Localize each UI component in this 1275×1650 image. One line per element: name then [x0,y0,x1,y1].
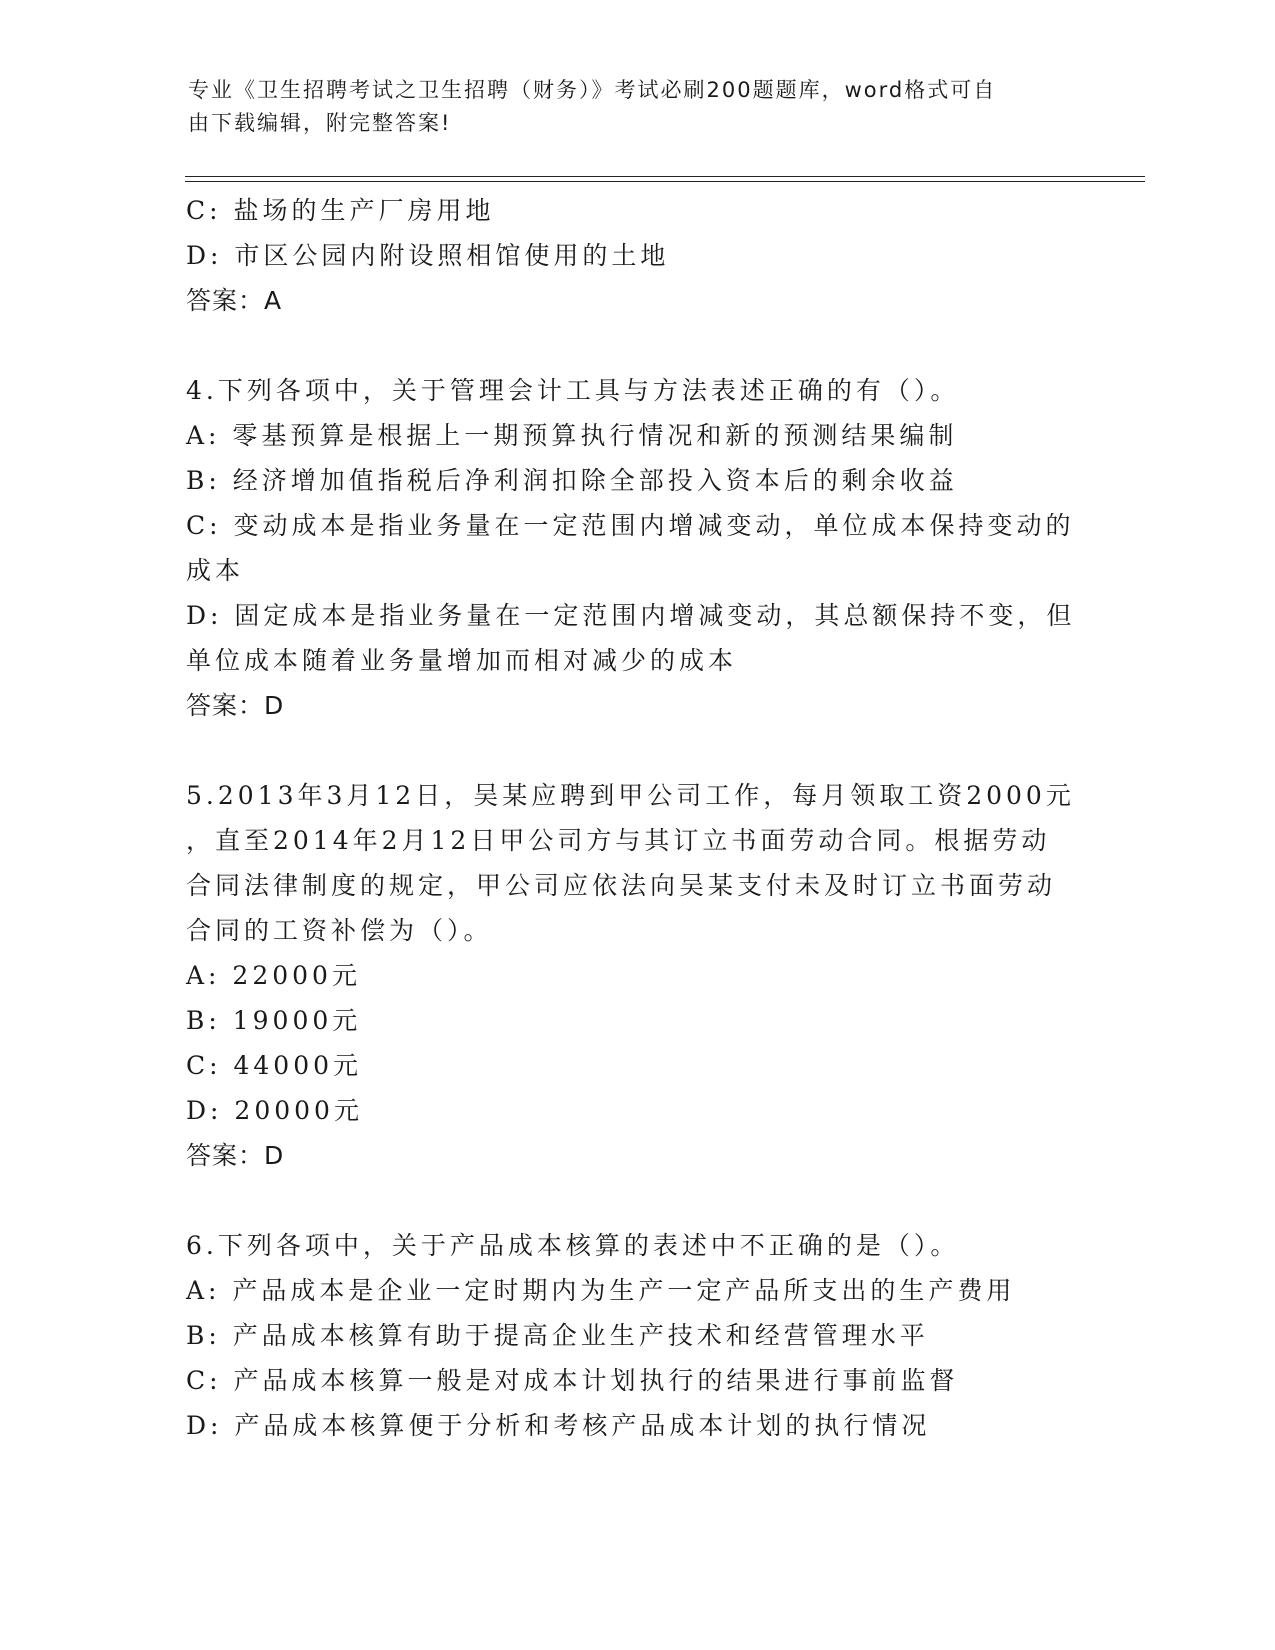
question-list [186,188,1076,1448]
q6-stem: 6.下列各项中，关于产品成本核算的表述中不正确的是（）。 [186,1231,960,1260]
q4-answer: 答案：D [186,691,285,720]
spacer [186,728,1076,773]
q6-option-b: B: 产品成本核算有助于提高企业生产技术和经营管理水平 [186,1321,929,1350]
spacer [186,323,1076,368]
q5-option-d: D: 20000元 [186,1096,363,1125]
q6-option-a: A: 产品成本是企业一定时期内为生产一定产品所支出的生产费用 [186,1276,1016,1305]
q4-option-c-line-2: 成本 [186,556,245,585]
header-line-1: 专业《卫生招聘考试之卫生招聘（财务）》考试必刷200题题库，word格式可自 [188,78,997,102]
q5-stem-line-3: 合同法律制度的规定，甲公司应依法向吴某支付未及时订立书面劳动 [186,871,1057,900]
header-divider-bottom [185,181,1145,182]
header-line-2: 由下载编辑，附完整答案! [188,111,452,135]
q6-option-c: C: 产品成本核算一般是对成本计划执行的结果进行事前监督 [186,1366,959,1395]
spacer [186,1178,1076,1223]
q5-stem-line-2: ，直至2014年2月12日甲公司方与其订立书面劳动合同。根据劳动 [186,826,1051,855]
q4-option-a: A: 零基预算是根据上一期预算执行情况和新的预测结果编制 [186,421,958,450]
header-divider-top [185,176,1145,177]
q4-option-c-line-1: C: 变动成本是指业务量在一定范围内增减变动，单位成本保持变动的 [186,511,1075,540]
q5-stem-line-1: 5.2013年3月12日，吴某应聘到甲公司工作，每月领取工资2000元 [186,781,1075,810]
q4-stem: 4.下列各项中，关于管理会计工具与方法表述正确的有（）。 [186,376,960,405]
q5-answer: 答案：D [186,1141,285,1170]
q4-option-d-line-2: 单位成本随着业务量增加而相对减少的成本 [186,646,738,675]
q3-option-c: C: 盐场的生产厂房用地 [186,196,495,225]
q5-option-a: A: 22000元 [186,961,361,990]
document-header [188,74,1068,140]
q3-answer: 答案：A [186,286,283,315]
q3-option-d: D: 市区公园内附设照相馆使用的土地 [186,241,670,270]
q5-stem-line-4: 合同的工资补偿为（）。 [186,916,493,945]
q4-option-b: B: 经济增加值指税后净利润扣除全部投入资本后的剩余收益 [186,466,958,495]
q6-option-d: D: 产品成本核算便于分析和考核产品成本计划的执行情况 [186,1411,931,1440]
q5-option-c: C: 44000元 [186,1051,363,1080]
q4-option-d-line-1: D: 固定成本是指业务量在一定范围内增减变动，其总额保持不变，但 [186,601,1076,630]
q5-option-b: B: 19000元 [186,1006,362,1035]
